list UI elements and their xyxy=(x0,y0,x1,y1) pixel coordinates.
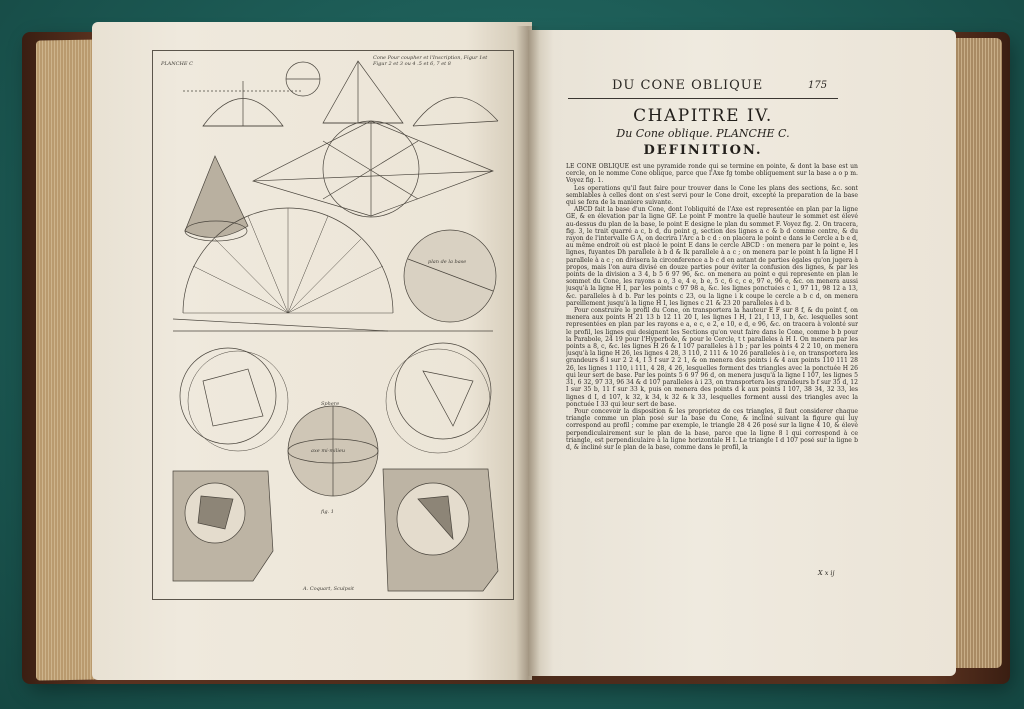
book-gutter xyxy=(516,26,540,680)
engraver-credit: A. Coquart, Sculpsit xyxy=(303,586,355,592)
right-page-edges xyxy=(952,38,1002,668)
chapter-subtitle: Du Cone oblique. PLANCHE C. xyxy=(616,127,790,140)
plate-drawing xyxy=(153,51,513,599)
definition-heading: DEFINITION. xyxy=(643,143,763,158)
sphere-axis-label: axe mi-milieu xyxy=(311,448,346,454)
section-circle-left xyxy=(180,348,276,444)
body-text xyxy=(566,163,858,575)
cone-figure xyxy=(185,156,248,237)
base-label: plan de la base xyxy=(428,259,467,265)
triangle-figure xyxy=(323,61,403,123)
paragraph: ABCD fait la base d'un Cone, dont l'obliquité de l'Axe est representée en plan par la ligne GE, & en élevation par la ligne GF. Le point F montre la quelle hauteur le sommet est élevé au-dessus du plan de la base, le point E designe le plan du sommet F. Voyez fig. 2. On tracera, fig. 3, le trait quarré a c, b d, du point g, section des lignes a c & b d comme centre, & du rayon de l'intervalle G A, on decrira l'Arc a b c d : on placera le point e dans le Cercle a b e d, au même endroit où est placé le point E dans le cercle ABCD : on menera par le point e, les lignes, fuyantes Dh parallele à b d & Ik parallele à a c ; on menera par le point h la ligne H I parallele à a c ; on divisera la circonference a b c d en autant de parties égales qu'on jugera à propos, mais l'on aura divisé en douze parties pour éviter la confusion des lignes, & par les points de la division a 3 4, b 5 6 97 96, &c. on menera au point e qui represente en plan le sommet du Cone, les rayons a o, 3 e, 4 e, b e, 5 c, 6 c, c e, 97 e, 96 e, &c. on menera aussi jusqu'à la ligne H I, par les points c 97 98 a, &c. les lignes ponctuées c 1, 97 11, 98 12 a 13, &c. paralleles à d b. Par les points c 23, ou la ligne i k coupe le cercle a b c d, on menera pareillement jusqu'à la ligne H I, les lignes c 21 & 23 20 paralleles à d b. xyxy=(566,206,858,307)
paragraph: Pour construire le profil du Cone, on transportera la hauteur E F sur 8 f, & du point f, on menera aux points H 21 13 b 12 11 20 I, les lignes I H, I 21, I 13, I b, &c. lesquelles sont representées en plan par les rayons e a, e c, e 2, e 10, e d, e 96, &c. on tracera à volonté sur le profil, les lignes qui designent les Sections qu'on veut faire dans le Cone, comme b b pour la Parabole, 24 19 pour l'Hyperbole, & pour le Cercle, t t paralleles à H I. On menera par les points a 8, c, &c. les lignes H 26 & I 107 paralleles à l b ; par les points 4 2 2 10, on menera jusqu'à la ligne H 26, les lignes 4 28, 3 110, 2 111 & 10 26 paralleles à i e, on transportera les grandeurs 8 l sur 2 2 4, I 3 f sur 2 2 1, & on menera des points i & 4 aux points 110 111 28 26, les lignes 1 110, i 111, 4 28, 4 26, lesquelles forment des triangles avec la ponctuée H 26 qui leur sert de base. Par les points 5 6 97 96 d, on menera jusqu'à la ligne I 107, les lignes 5 31, 6 32, 97 33, 96 34 & d 107 paralleles à i 23, on transportera les grandeurs b f sur 35 d, 12 I sur 35 b, 11 f sur 33 k, puis on menera des points d k aux points I 107, 38 34, 32 33, les lignes d I, d 107, k 32, k 34, k 32 & k 33, lesquelles forment aussi des triangles avec la ponctuée I 33 qui leur sert de base. xyxy=(566,307,858,408)
running-head: DU CONE OBLIQUE xyxy=(612,78,764,93)
signature-mark: X x ij xyxy=(818,569,835,577)
page-number: 175 xyxy=(808,80,828,91)
plate-corner-label: PLANCHE C xyxy=(161,61,193,67)
paragraph: Les operations qu'il faut faire pour trouver dans le Cone les plans des sections, &c. sont semblables à celles dont on s'est servi pour le Cone droit, excepté la preparation de la base qui se fera de la maniere suivante. xyxy=(566,184,858,207)
plate-top-note: Cone Pour coupher et l'Inscription, Figur 1et Figur 2 et 3 ou 4 .5 et 6, 7 et 8 xyxy=(373,55,488,67)
header-rule xyxy=(568,98,838,99)
paragraph: Pour concevoir la disposition & les proprietez de ces triangles, il faut considerer chaque triangle comme un plan posé sur la base du Cone, & incliné suivant la figure qui luy correspond au profil ; comme par exemple, le triangle 28 4 26 posé sur la ligne 4 10, & élevé perpendiculairement sur le plan de la base, parce que la ligne 8 l qui correspond à ce triangle, est perpendiculaire à la ligne horizontale H I. Le triangle I d 107 posé sur la ligne b d, & incliné sur le plan de la base, comme dans le profil, la xyxy=(566,407,858,451)
paragraph: LE CONE OBLIQUE est une pyramide ronde qui se termine en pointe, & dont la base est un cercle, on le nomme Cone oblique, parce que l'Axe fg tombe obliquement sur la base a o p m. Voyez fig. 1. xyxy=(566,163,858,185)
fig-label: fig. 1 xyxy=(321,509,334,515)
engraved-plate xyxy=(152,50,514,600)
sphere-label: Sphere xyxy=(321,401,340,407)
chapter-title: CHAPITRE IV. xyxy=(633,106,773,126)
base-circle-figure xyxy=(404,230,496,322)
